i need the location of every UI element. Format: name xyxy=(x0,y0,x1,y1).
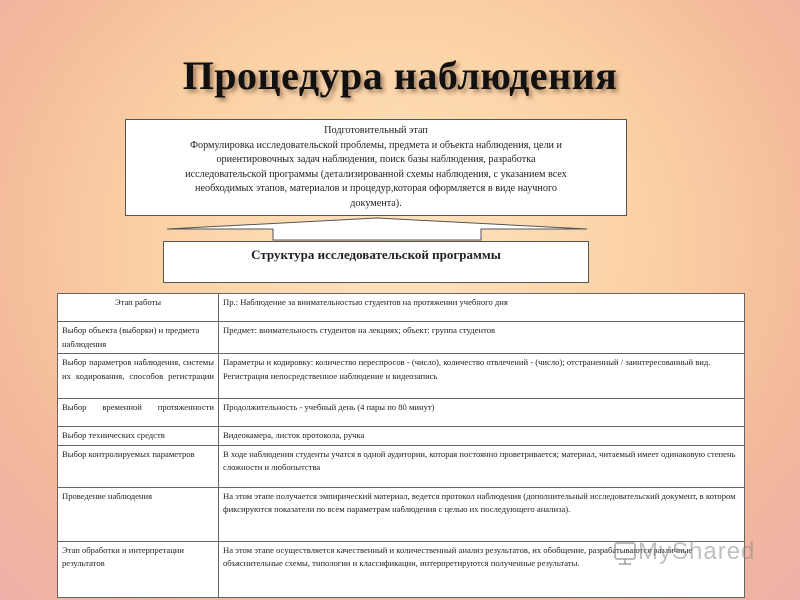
page-title: Процедура наблюдения xyxy=(182,53,618,98)
stage-cell: Выбор технических средств xyxy=(58,427,219,446)
preparatory-stage-line: документа). xyxy=(350,197,402,209)
table-row xyxy=(58,399,745,427)
description-cell: В ходе наблюдения студенты учатся в одной аудитории, которая постоянно проветривается; материал, читаемый имеет одинаковую степень сложности и любопытства xyxy=(219,445,745,487)
description-cell: Продолжительность - учебный день (4 пары по 80 минут) xyxy=(219,399,745,427)
stage-cell: Проведение наблюдения xyxy=(58,487,219,541)
preparatory-stage-line: Формулировка исследовательской проблемы, предмета и объекта наблюдения, цели и xyxy=(189,139,563,151)
table-row xyxy=(58,445,745,487)
program-structure-box xyxy=(163,241,589,283)
description-cell: На этом этапе получается эмпирический материал, ведется протокол наблюдения (дополнительный исследовательский документ, в котором фиксируются показатели по всем параметрам наблюдения с целью их последующего анализа). xyxy=(219,487,745,541)
myshared-logo-icon xyxy=(612,540,638,566)
table-row xyxy=(58,322,745,354)
description-cell: Предмет: внимательность студентов на лекциях; объект: группа студентов xyxy=(219,322,745,354)
preparatory-stage-line: необходимых этапов, материалов и процедур,которая оформляется в виде научного xyxy=(195,183,557,195)
preparatory-stage-heading: Подготовительный этап xyxy=(324,125,428,136)
program-structure-label: Структура исследовательской программы xyxy=(251,247,501,262)
stage-cell: Выбор контролируемых параметров xyxy=(58,445,219,487)
description-cell: На этом этапе осуществляется качественный и количественный анализ результатов, их обобщение, разрабатываются различные объяснительные схемы, типологии и классификации, интерпретируются полученные результаты. xyxy=(219,541,745,597)
table-row xyxy=(58,427,745,446)
stage-cell: Выбор временной протяженности xyxy=(58,399,219,427)
table-row xyxy=(58,354,745,399)
preparatory-stage-line: ориентировочных задач наблюдения, поиск базы наблюдения, разработка xyxy=(216,154,536,166)
up-arrow-shape xyxy=(165,217,589,241)
stage-cell: Выбор объекта (выборки) и предмета наблюдения xyxy=(58,322,219,354)
table-row xyxy=(58,294,745,322)
stage-cell: Выбор параметров наблюдения, системы их кодирования, способов регистрации xyxy=(58,354,219,399)
watermark-text: MyShared xyxy=(638,538,756,565)
description-cell: Пр.: Наблюдение за внимательностью студентов на протяжении учебного дня xyxy=(219,294,745,322)
stage-cell: Этап обработки и интерпретации результатов xyxy=(58,541,219,597)
table-row xyxy=(58,487,745,541)
stage-cell: Этап работы xyxy=(58,294,219,322)
description-cell: Видеокамера, листок протокола, ручка xyxy=(219,427,745,446)
preparatory-stage-box xyxy=(125,119,627,216)
description-cell: Параметры и кодировку: количество переспросов - (число), количество отвлечений - (число); отстраненный / заинтересованный вид. Регистрация непосредственное наблюдение и видеозапись xyxy=(219,354,745,399)
preparatory-stage-line: исследовательской программы (детализированной схемы наблюдения, с указанием всех xyxy=(185,168,567,180)
myshared-watermark xyxy=(612,538,762,572)
